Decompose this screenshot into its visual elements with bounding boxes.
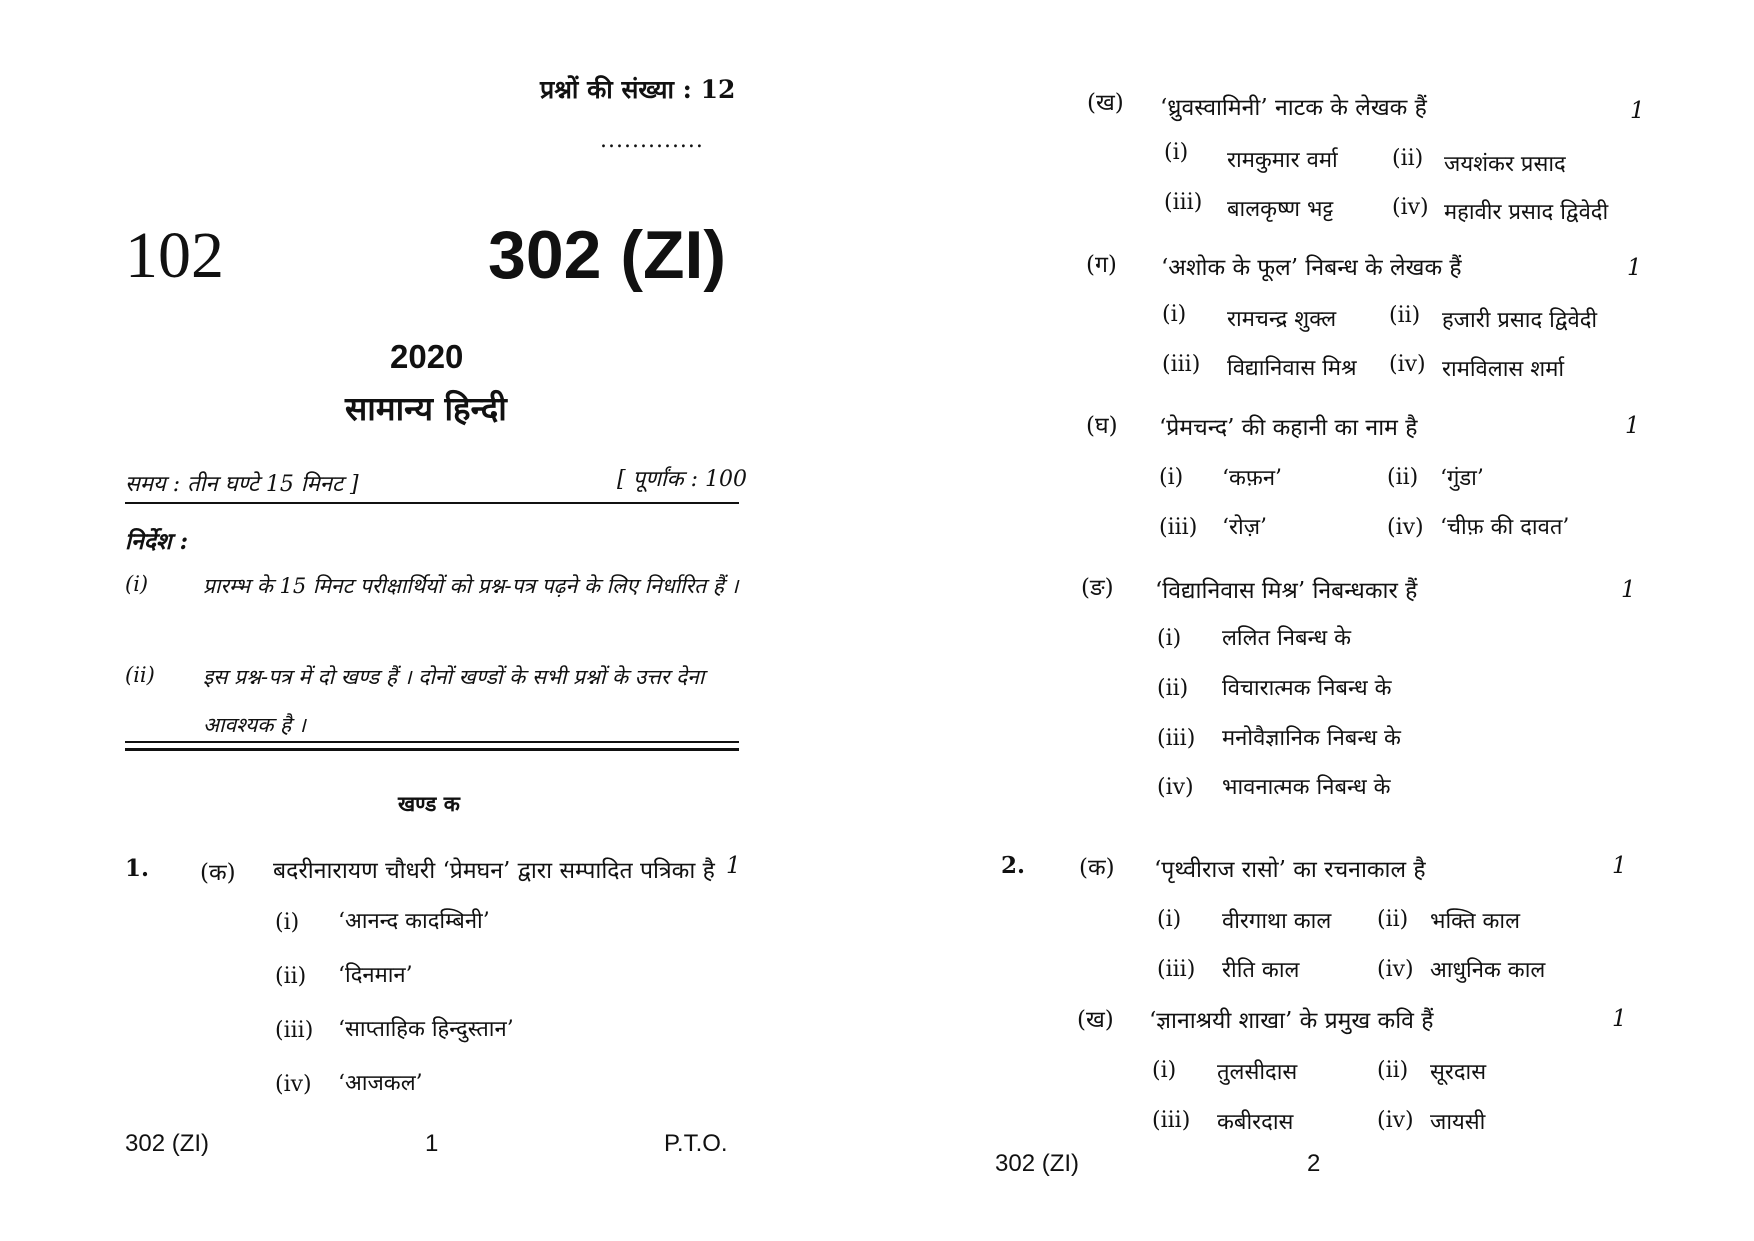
full-marks: [ पूर्णांक : 100 xyxy=(617,467,747,492)
option-text: जायसी xyxy=(1430,1110,1486,1135)
option-number: (iii) xyxy=(1152,1108,1191,1133)
option-number: (iii) xyxy=(1157,957,1196,982)
instruction-text: प्रारम्भ के 15 मिनट परीक्षार्थियों को प्रश्न-पत्र पढ़ने के लिए निर्धारित हैं । xyxy=(203,574,739,598)
option-text: ‘गुंडा’ xyxy=(1440,466,1484,491)
double-divider-bottom xyxy=(125,748,739,751)
question-part-label: (ख) xyxy=(1087,90,1124,116)
option-number: (iii) xyxy=(1157,726,1196,751)
exam-duration: समय : तीन घण्टे 15 मिनट ] xyxy=(125,472,359,497)
footer-paper-code: 302 (ZI) xyxy=(995,1150,1080,1177)
question-marks: 1 xyxy=(1621,577,1636,603)
option-text: कबीरदास xyxy=(1217,1110,1294,1135)
option-text: ‘चीफ़ की दावत’ xyxy=(1440,515,1570,540)
question-paper-page-2 xyxy=(877,0,1754,1241)
footer-paper-code: 302 (ZI) xyxy=(125,1130,210,1157)
pto-label: P.T.O. xyxy=(664,1130,728,1157)
question-marks: 1 xyxy=(1612,853,1627,879)
section-heading: खण्ड क xyxy=(398,791,460,816)
option-number: (iv) xyxy=(1387,515,1424,540)
option-text: भक्ति काल xyxy=(1430,909,1520,934)
option-text: रामविलास शर्मा xyxy=(1442,357,1565,382)
paper-code-heading: 302 (ZI) xyxy=(488,217,727,293)
option-number: (iv) xyxy=(1389,352,1426,377)
option-text: सूरदास xyxy=(1430,1060,1487,1085)
question-part-label: (क) xyxy=(1079,855,1115,881)
instruction-text: इस प्रश्न-पत्र में दो खण्ड हैं । दोनों खण्डों के सभी प्रश्नों के उत्तर देना आवश्यक है । xyxy=(203,665,705,737)
option-text: ‘दिनमान’ xyxy=(338,963,413,988)
option-text: ‘आजकल’ xyxy=(338,1071,423,1096)
option-text: महावीर प्रसाद द्विवेदी xyxy=(1444,200,1609,225)
question-text: ‘अशोक के फूल’ निबन्ध के लेखक हैं xyxy=(1161,255,1462,281)
option-number: (iii) xyxy=(1159,515,1198,540)
option-text: ललित निबन्ध के xyxy=(1222,626,1352,651)
option-text: आधुनिक काल xyxy=(1430,958,1546,983)
option-number: (i) xyxy=(1164,140,1189,165)
option-text: ‘आनन्द कादम्बिनी’ xyxy=(338,909,490,934)
option-text: रामचन्द्र शुक्ल xyxy=(1227,307,1337,332)
option-text: रीति काल xyxy=(1222,958,1300,983)
option-number: (iv) xyxy=(1377,1108,1414,1133)
option-number: (i) xyxy=(1157,907,1182,932)
option-text: बालकृष्ण भट्ट xyxy=(1227,197,1334,222)
option-number: (iv) xyxy=(1377,957,1414,982)
option-number: (ii) xyxy=(1157,676,1189,701)
question-marks: 1 xyxy=(1627,255,1642,281)
question-marks: 1 xyxy=(1612,1006,1627,1032)
page-number: 2 xyxy=(1307,1150,1321,1177)
question-text: ‘ध्रुवस्वामिनी’ नाटक के लेखक हैं xyxy=(1160,95,1427,121)
question-text: ‘प्रेमचन्द’ की कहानी का नाम है xyxy=(1159,415,1418,441)
option-number: (i) xyxy=(1162,302,1187,327)
option-number: (ii) xyxy=(1389,303,1421,328)
question-part-label: (घ) xyxy=(1086,413,1118,439)
serial-number: 102 xyxy=(125,219,224,292)
question-text: ‘ज्ञानाश्रयी शाखा’ के प्रमुख कवि हैं xyxy=(1149,1008,1434,1034)
option-text: रामकुमार वर्मा xyxy=(1227,148,1338,173)
page-number: 1 xyxy=(425,1130,439,1157)
question-text: बदरीनारायण चौधरी ‘प्रेमघन’ द्वारा सम्पादित पत्रिका है xyxy=(273,858,715,884)
instruction-number: (ii) xyxy=(125,663,155,687)
instruction-number: (i) xyxy=(125,572,149,596)
option-number: (iii) xyxy=(1164,190,1203,215)
question-part-label: (क) xyxy=(200,860,236,886)
option-number: (iii) xyxy=(275,1018,314,1043)
option-number: (i) xyxy=(275,910,300,935)
option-text: मनोवैज्ञानिक निबन्ध के xyxy=(1222,726,1401,751)
option-number: (ii) xyxy=(1377,1058,1409,1083)
question-number: 1. xyxy=(125,855,150,882)
option-number: (iv) xyxy=(1157,775,1194,800)
option-text: विचारात्मक निबन्ध के xyxy=(1222,676,1392,701)
option-text: हजारी प्रसाद द्विवेदी xyxy=(1442,308,1598,333)
question-number: 2. xyxy=(1001,852,1026,879)
option-number: (i) xyxy=(1157,626,1182,651)
question-part-label: (ग) xyxy=(1086,252,1117,278)
question-text: ‘विद्यानिवास मिश्र’ निबन्धकार हैं xyxy=(1155,578,1418,604)
question-count: प्रश्नों की संख्या : 12 xyxy=(540,75,736,104)
option-text: विद्यानिवास मिश्र xyxy=(1227,356,1357,381)
option-number: (ii) xyxy=(275,964,307,989)
question-marks: 1 xyxy=(1630,98,1645,124)
option-text: वीरगाथा काल xyxy=(1222,909,1332,934)
option-number: (iv) xyxy=(275,1072,312,1097)
option-number: (ii) xyxy=(1387,465,1419,490)
option-text: जयशंकर प्रसाद xyxy=(1444,152,1566,177)
question-marks: 1 xyxy=(1625,413,1640,439)
double-divider-top xyxy=(125,741,739,743)
option-number: (iii) xyxy=(1162,352,1201,377)
option-text: ‘साप्ताहिक हिन्दुस्तान’ xyxy=(338,1017,514,1042)
instructions-title: निर्देश : xyxy=(125,528,189,555)
option-text: ‘कफ़न’ xyxy=(1222,466,1283,491)
option-number: (ii) xyxy=(1392,146,1424,171)
option-text: ‘रोज़’ xyxy=(1222,515,1268,540)
subject-title: सामान्य हिन्दी xyxy=(345,389,507,428)
option-number: (iv) xyxy=(1392,195,1429,220)
roll-number-dots: ............. xyxy=(600,128,704,153)
option-text: भावनात्मक निबन्ध के xyxy=(1222,775,1391,800)
option-number: (ii) xyxy=(1377,907,1409,932)
option-text: तुलसीदास xyxy=(1217,1060,1298,1085)
question-text: ‘पृथ्वीराज रासो’ का रचनाकाल है xyxy=(1154,857,1426,883)
divider xyxy=(125,502,739,504)
option-number: (i) xyxy=(1159,465,1184,490)
exam-year: 2020 xyxy=(390,338,464,375)
question-part-label: (ङ) xyxy=(1081,575,1114,601)
question-marks: 1 xyxy=(726,853,741,879)
question-part-label: (ख) xyxy=(1077,1007,1114,1033)
option-number: (i) xyxy=(1152,1058,1177,1083)
